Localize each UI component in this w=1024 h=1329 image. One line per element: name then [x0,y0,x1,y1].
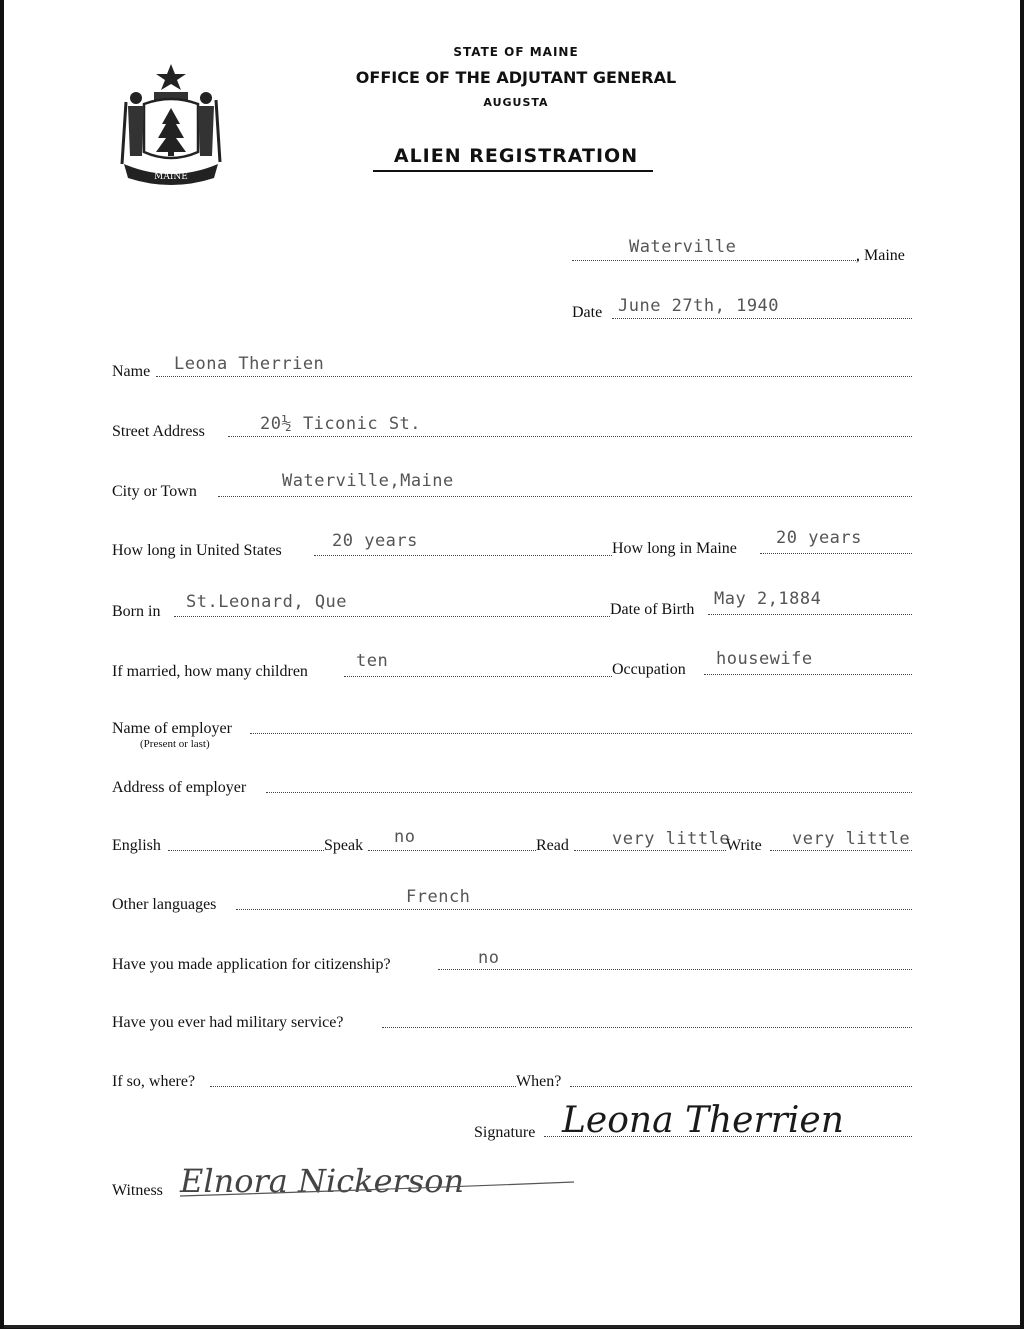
military-label: Have you ever had military service? [112,1014,344,1031]
street-line [228,436,912,437]
dob-line [708,614,912,615]
place-value: Waterville [629,237,737,257]
write-label: Write [726,837,762,854]
military-line [382,1027,912,1028]
where-line [210,1086,516,1087]
children-line [344,676,612,677]
maine-duration-line [760,553,912,554]
date-label: Date [572,304,603,321]
read-line [574,850,726,851]
occupation-label: Occupation [612,661,686,678]
write-line [770,850,912,851]
maine-duration-value: 20 years [776,528,862,548]
dob-label: Date of Birth [610,601,695,618]
signature-label: Signature [474,1124,536,1141]
signature-value: Leona Therrien [562,1100,844,1141]
read-label: Read [536,837,569,854]
seal-banner-text: MAINE [154,172,188,182]
where-label: If so, where? [112,1073,196,1090]
other-languages-line [236,909,912,910]
date-value: June 27th, 1940 [618,296,780,316]
maine-duration-label: How long in Maine [612,540,737,557]
place-suffix: , Maine [856,247,905,264]
witness-value: Elnora Nickerson [180,1162,465,1200]
name-line [156,376,912,377]
name-value: Leona Therrien [174,354,325,374]
witness-handwriting [174,1152,594,1204]
employer-address-line [266,792,912,793]
english-label: English [112,837,161,854]
us-duration-label: How long in United States [112,542,282,559]
when-line [570,1086,912,1087]
english-line [168,850,324,851]
dob-value: May 2,1884 [714,589,822,609]
employer-line [250,733,912,734]
write-value: very little [792,829,911,849]
city-value: Waterville,Maine [282,471,454,491]
signature-handwriting [556,1088,896,1144]
read-value: very little [612,829,731,849]
occupation-value: housewife [716,649,813,669]
street-value: 20½ Ticonic St. [260,414,422,434]
citizenship-label: Have you made application for citizenship? [112,956,391,973]
other-languages-label: Other languages [112,896,217,913]
when-label: When? [516,1073,562,1090]
born-label: Born in [112,603,161,620]
witness-label: Witness [112,1182,163,1199]
born-line [174,616,610,617]
citizenship-line [438,969,912,970]
occupation-line [704,674,912,675]
children-label: If married, how many children [112,663,308,680]
city-line [218,496,912,497]
form-title: ALIEN REGISTRATION [393,145,639,167]
registration-form [4,0,1020,1328]
place-line [572,260,858,261]
citizenship-value: no [478,948,500,968]
children-value: ten [356,651,389,671]
city-label: City or Town [112,483,197,500]
title-underline [373,170,653,172]
name-label: Name [112,363,151,380]
street-label: Street Address [112,423,205,440]
employer-label: Name of employer [112,720,232,737]
other-languages-value: French [406,887,471,907]
speak-value: no [394,827,416,847]
speak-label: Speak [324,837,364,854]
born-value: St.Leonard, Que [186,592,348,612]
date-line [612,318,912,319]
employer-address-label: Address of employer [112,779,247,796]
header-state: STATE OF MAINE [453,45,579,59]
state-seal-icon [116,60,226,188]
header-office: OFFICE OF THE ADJUTANT GENERAL [355,68,677,87]
us-duration-line [314,555,612,556]
header-city: AUGUSTA [483,96,549,109]
employer-sublabel: (Present or last) [140,738,210,750]
speak-line [368,850,536,851]
us-duration-value: 20 years [332,531,418,551]
